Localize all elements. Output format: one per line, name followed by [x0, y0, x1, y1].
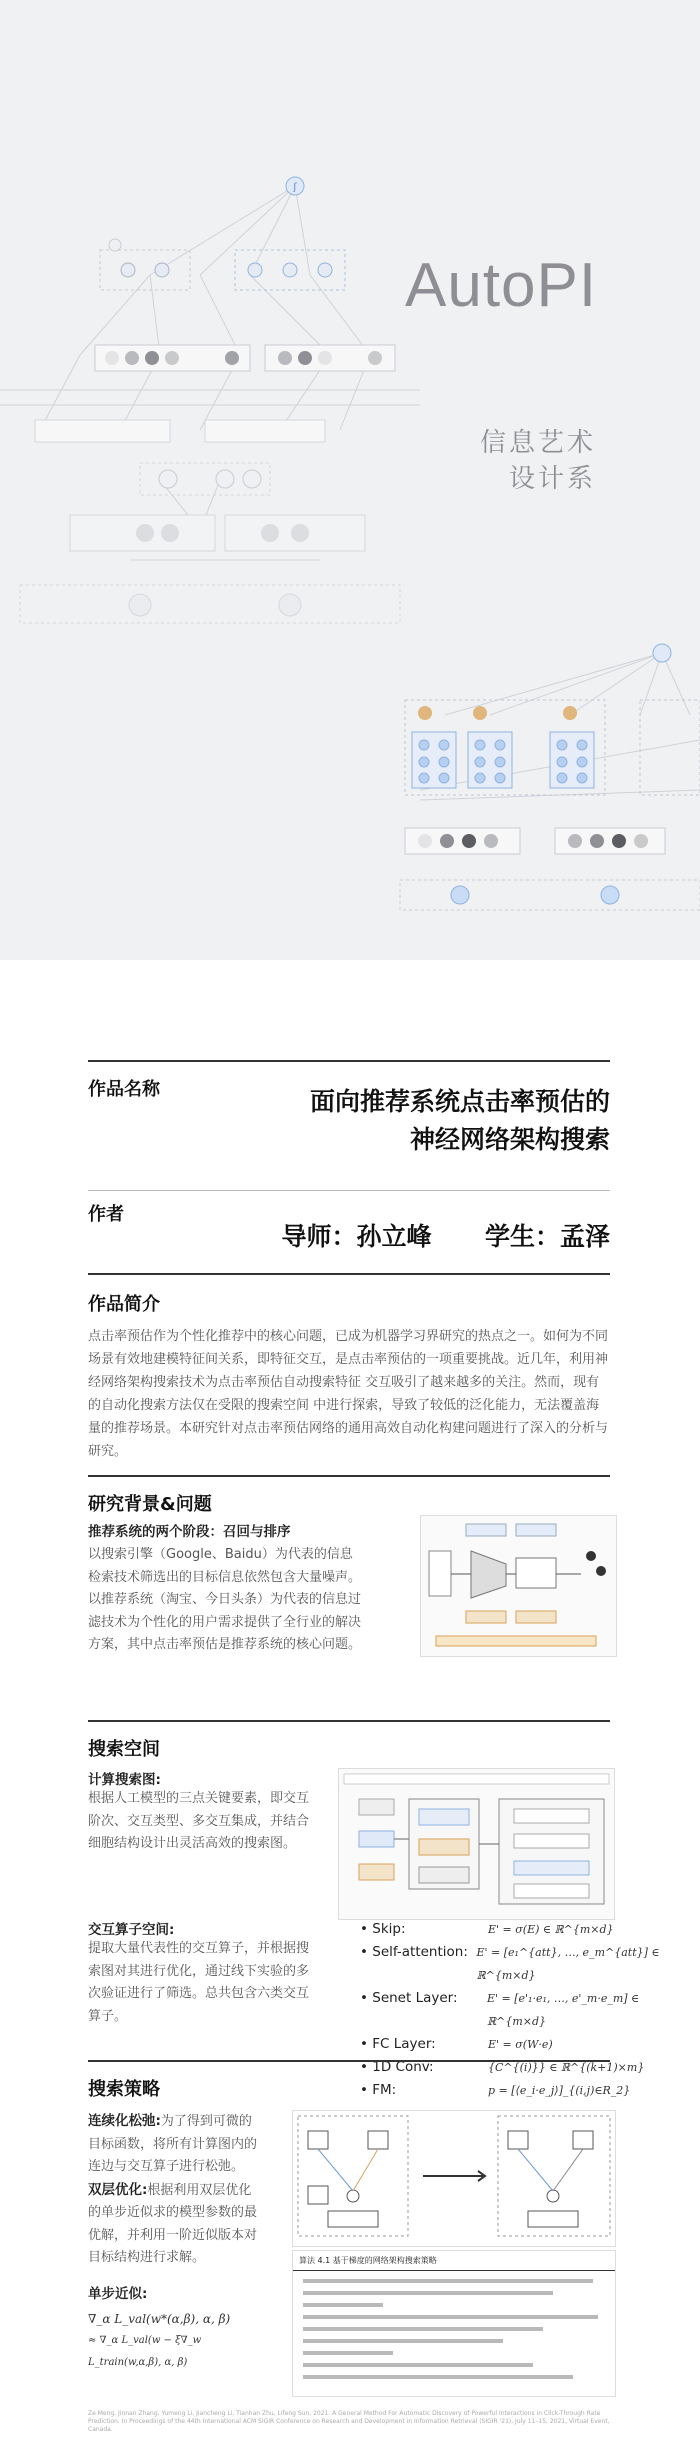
relaxation-figure — [292, 2110, 616, 2247]
operator-item — [360, 1941, 700, 1987]
operator-name: • Senet Layer: — [360, 1990, 458, 2006]
search-graph-text — [88, 1768, 313, 1856]
hero-banner — [0, 0, 700, 960]
bilevel-paragraph — [88, 2179, 263, 2270]
relaxation-paragraph — [88, 2110, 263, 2179]
operator-space-subhead: 交互算子空间: — [88, 1922, 175, 1938]
operator-name: • FC Layer: — [360, 2036, 436, 2052]
work-title-line-2: 神经网络架构搜索 — [409, 1125, 610, 1154]
divider — [88, 1190, 610, 1191]
svg-text:ʃ: ʃ — [293, 182, 297, 193]
search-graph-subhead: 计算搜索图: — [88, 1772, 161, 1788]
approx-equation-1: ∇_α L_val(w*(α,β), α, β) — [88, 2311, 231, 2326]
project-title: AutoPI — [405, 251, 598, 320]
search-space-label: 搜索空间 — [88, 1739, 160, 1760]
work-title-line-1: 面向推荐系统点击率预估的 — [309, 1087, 610, 1116]
search-strategy-label: 搜索策略 — [88, 2079, 160, 2100]
algorithm-title: 算法 4.1 基于梯度的网络架构搜索策略 — [293, 2251, 615, 2271]
operator-space-text — [88, 1918, 313, 2028]
bilevel-lead: 双层优化: — [88, 2181, 148, 2198]
department-name — [480, 425, 596, 497]
intro-text: 点击率预估作为个性化推荐中的核心问题，已成为机器学习界研究的热点之一。如何为不同场景有效地建模特征间关系，即特征交互，是点击率预估的一项重要挑战。近几年，利用神经网络架构搜索技术为点击率预估自动搜索特征 交互吸引了越来越多的关注。然而，现有的自动化搜索方法仅在受限的搜索空间 中进行探索，导致了较低的泛化能力，无法覆盖海量的推荐场景。本研究针对点击率预估网络的通用高效自动化构建问题进行了深入的分析与研究。 — [88, 1329, 609, 1459]
work-name-label: 作品名称 — [88, 1079, 160, 1100]
background-subhead: 推荐系统的两个阶段：召回与排序 — [88, 1524, 291, 1540]
relaxation-lead: 连续化松弛: — [88, 2113, 161, 2129]
operator-formula: E' = σ(E) ∈ ℝ^{m×d} — [488, 1923, 614, 1936]
background-paragraph-2: 以推荐系统（淘宝、今日头条）为代表的信息过滤技术为个性化的用户需求提供了全行业的解决方案，其中点击率预估是推荐系统的核心问题。 — [88, 1592, 362, 1652]
search-graph-figure — [338, 1768, 615, 1920]
divider — [88, 2060, 610, 2062]
background-label: 研究背景&问题 — [88, 1494, 212, 1515]
algorithm-lines — [293, 2271, 615, 2391]
background-text — [88, 1520, 363, 1657]
divider — [88, 1060, 610, 1062]
bilevel-text: 根据利用双层优化的单步近似求的模型参数的最优解，并利用一阶近似版本对目标结构进行求解。 — [88, 2182, 258, 2265]
operator-name: • FM: — [360, 2082, 397, 2098]
operator-name: • Skip: — [360, 1921, 406, 1937]
operator-formula: p = [⟨e_i·e_j⟩]_{(i,j)∈R_2} — [488, 2084, 631, 2097]
reference-footnote: Ze Meng, Jinnan Zhang, Yumeng Li, Jiancheng Li, Tianhan Zhu, Lifeng Sun. 2021. A General Method For Automatic Discovery of Powerful Interactions in Click-Through Rate Prediction. In Proceedings of the 44th International ACM SIGIR Conference on Research and Development in Information Retrieval (SIGIR '21), July 11–15, 2021, Virtual Event, Canada. — [88, 2410, 610, 2433]
divider — [88, 1720, 610, 1722]
operator-item — [360, 1918, 700, 1941]
background-paragraph-1: 以搜索引擎（Google、Baidu）为代表的信息检索技术筛选出的目标信息依然包含大量噪声。 — [88, 1547, 362, 1585]
operator-name: • Self-attention: — [360, 1944, 468, 1960]
student-name: 学生：孟泽 — [484, 1222, 610, 1251]
operator-formula: E' = [e₁^{att}, …, e_m^{att}] ∈ ℝ^{m×d} — [476, 1946, 660, 1982]
strategy-text — [88, 2110, 263, 2374]
author-label: 作者 — [88, 1204, 124, 1225]
relaxation-text: 为了得到可微的目标函数，将所有计算图内的连边与交互算子进行松弛。 — [88, 2114, 258, 2174]
intro-label: 作品简介 — [88, 1294, 160, 1315]
approx-equation-2: ≈ ∇_α L_val(w − ξ∇_w L_train(w,α,β), α, β) — [88, 2334, 202, 2368]
operator-item — [360, 1987, 700, 2033]
authors — [282, 1218, 610, 1256]
operator-list — [360, 1918, 700, 2102]
operator-name: • 1D Conv: — [360, 2059, 434, 2075]
approx-subhead: 单步近似: — [88, 2285, 148, 2302]
work-title — [310, 1083, 610, 1159]
divider — [88, 1475, 610, 1477]
recommendation-pipeline-figure — [420, 1515, 617, 1657]
operator-formula: E' = [e'₁·e₁, …, e'_m·e_m] ∈ ℝ^{m×d} — [486, 1992, 640, 2028]
operator-item — [360, 2033, 700, 2056]
search-graph-paragraph: 根据人工模型的三点关键要素，即交互阶次、交互类型、多交互集成，并结合细胞结构设计出灵活高效的搜索图。 — [88, 1791, 310, 1851]
department-line-2: 设计系 — [508, 464, 596, 494]
divider — [88, 1273, 610, 1275]
algorithm-box — [292, 2250, 616, 2397]
advisor-name: 导师：孙立峰 — [281, 1222, 432, 1251]
operator-item — [360, 2079, 700, 2102]
operator-formula: E' = σ(W·e) — [488, 2038, 553, 2051]
operator-formula: {C^{(i)}} ∈ ℝ^{(k+1)×m} — [488, 2061, 645, 2074]
department-line-1: 信息艺术 — [479, 428, 596, 458]
operator-space-paragraph: 提取大量代表性的交互算子，并根据搜索图对其进行优化，通过线下实验的多次验证进行了筛选。总共包含六类交互算子。 — [88, 1941, 310, 2024]
